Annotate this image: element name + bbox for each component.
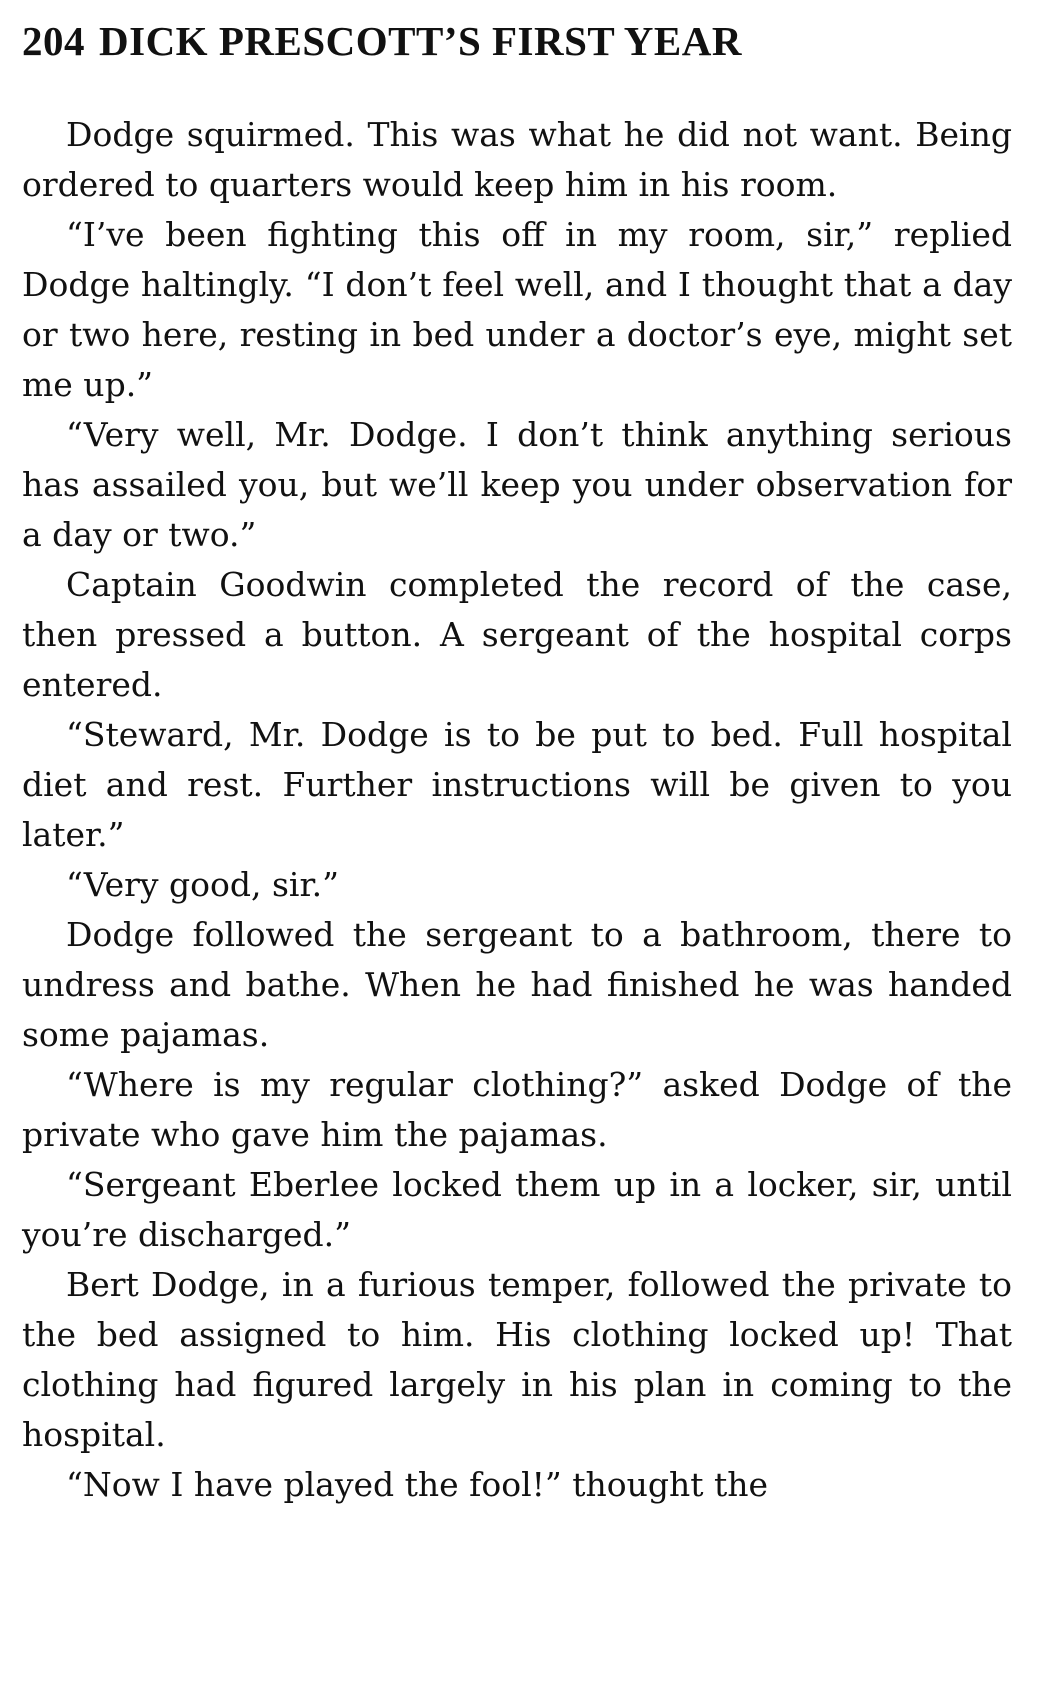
paragraph-played-the-fool: “Now I have played the fool!” thought the xyxy=(66,1465,769,1504)
paragraph-bert-dodge: Bert Dodge, in a furious temper, followed the private to the bed assigned to him. His clothing locked up! That clothing had figured largely in his plan in coming to the hospital. xyxy=(22,1265,1012,1454)
paragraph-very-good: “Very good, sir.” xyxy=(66,865,339,904)
running-title: DICK PRESCOTT’S FIRST YEAR xyxy=(99,18,742,64)
book-page xyxy=(22,14,1012,1510)
paragraph-fighting-this-off: “I’ve been fighting this off in my room, sir,” replied Dodge haltingly. “I don’t feel well, and I thought that a day or two here, resting in bed under a doctor’s eye, might set me up.” xyxy=(22,215,1012,404)
body-text xyxy=(22,110,1012,1510)
paragraph-sergeant-eberlee: “Sergeant Eberlee locked them up in a locker, sir, until you’re discharged.” xyxy=(22,1165,1012,1254)
paragraph-bathroom: Dodge followed the sergeant to a bathroom, there to undress and bathe. When he had finished he was handed some pajamas. xyxy=(22,915,1012,1054)
paragraph-very-well: “Very well, Mr. Dodge. I don’t think anything serious has assailed you, but we’ll keep you under observation for a day or two.” xyxy=(22,415,1012,554)
page-number: 204 xyxy=(22,18,85,64)
paragraph-steward: “Steward, Mr. Dodge is to be put to bed. Full hospital diet and rest. Further instructions will be given to you later.” xyxy=(22,715,1012,854)
paragraph-dodge-squirmed: Dodge squirmed. This was what he did not want. Being ordered to quarters would keep him in his room. xyxy=(22,115,1012,204)
running-header xyxy=(22,14,1012,70)
paragraph-regular-clothing: “Where is my regular clothing?” asked Dodge of the private who gave him the pajamas. xyxy=(22,1065,1012,1154)
paragraph-captain-goodwin: Captain Goodwin completed the record of the case, then pressed a button. A sergeant of the hospital corps entered. xyxy=(22,565,1012,704)
